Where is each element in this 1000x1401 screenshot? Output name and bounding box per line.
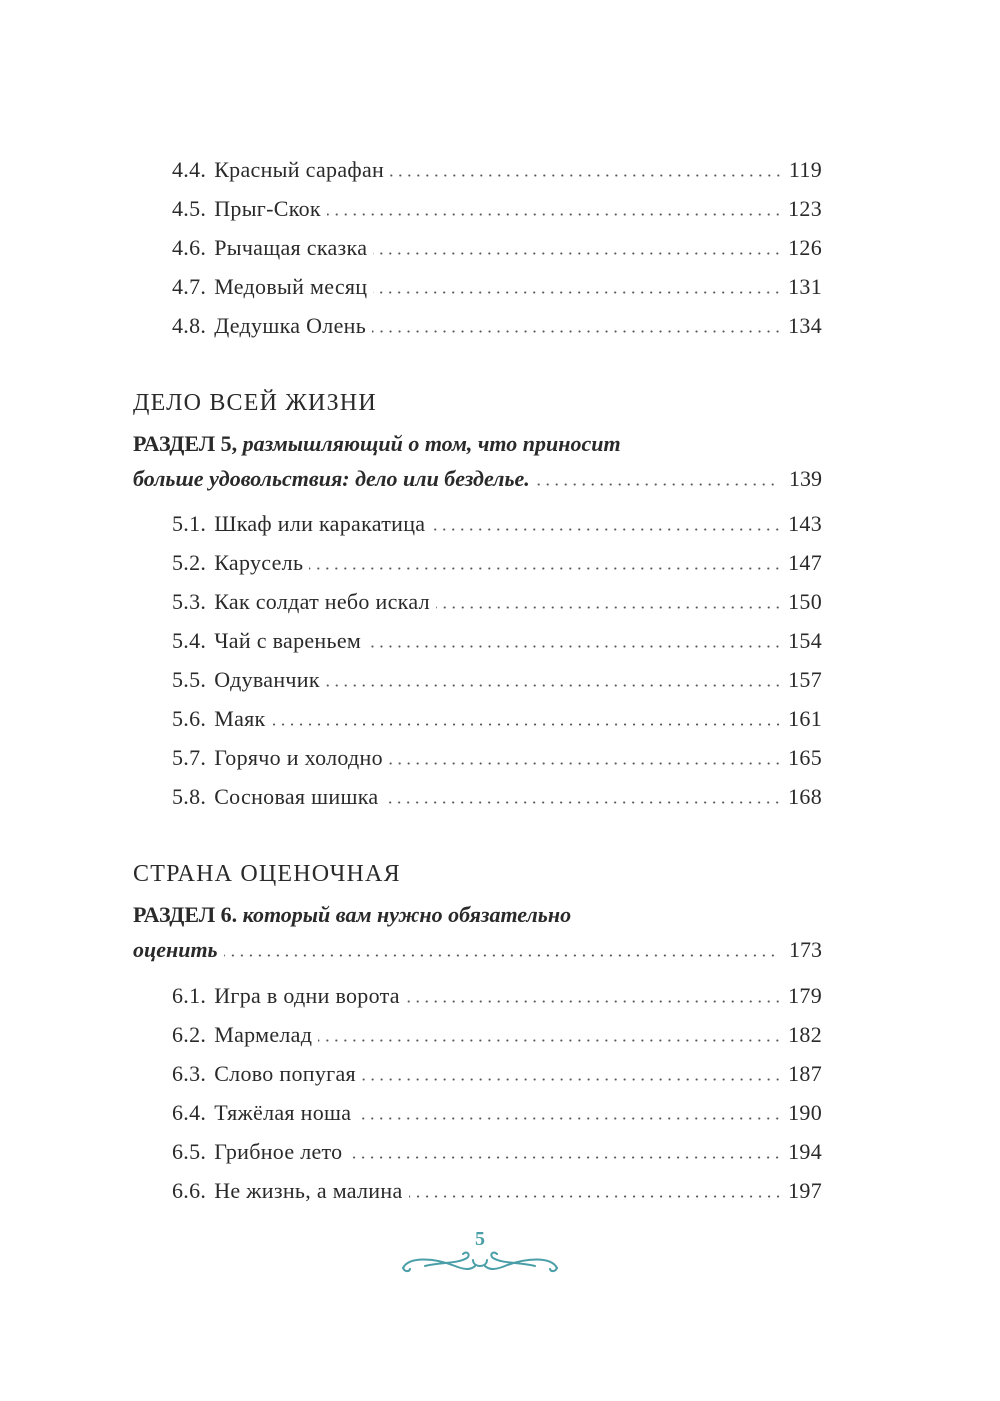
toc-entry[interactable] — [172, 976, 822, 1015]
entry-title: Одуванчик — [214, 667, 320, 692]
page-number: 157 — [788, 667, 822, 692]
flourish-ornament-icon — [395, 1228, 565, 1280]
entry-number: 5.6. — [172, 706, 207, 731]
entry-title: Дедушка Олень — [214, 313, 367, 338]
entry-number: 4.7. — [172, 274, 207, 299]
entry-title: Мармелад — [214, 1022, 313, 1047]
toc-entry[interactable] — [172, 150, 822, 189]
entry-title: Слово попугая — [214, 1061, 356, 1086]
entry-number: 5.2. — [172, 550, 207, 575]
page-number: 123 — [788, 196, 822, 221]
page-number: 150 — [788, 589, 822, 614]
dot-leader — [373, 291, 782, 294]
dot-leader — [390, 174, 783, 177]
page-number: 147 — [788, 550, 822, 575]
page-number: 134 — [788, 313, 822, 338]
dot-leader — [348, 1156, 782, 1159]
dot-leader — [389, 762, 782, 765]
toc-entry[interactable] — [172, 1132, 822, 1171]
dot-leader — [373, 252, 782, 255]
toc-entry[interactable] — [172, 267, 822, 306]
part6-heading-block — [133, 854, 822, 894]
page-number: 154 — [788, 628, 822, 653]
part6-entries — [172, 976, 822, 1210]
dot-leader — [384, 801, 782, 804]
dot-leader — [309, 567, 782, 570]
toc-entry[interactable] — [172, 777, 822, 816]
toc-entry[interactable] — [172, 660, 822, 699]
page-number: 173 — [789, 937, 822, 962]
page-number: 187 — [788, 1061, 822, 1086]
section-label: РАЗДЕЛ 6. — [133, 902, 238, 927]
entry-number: 4.4. — [172, 157, 207, 182]
entry-number: 6.2. — [172, 1022, 207, 1047]
page-footer — [395, 1228, 565, 1280]
entry-title: Красный сарафан — [214, 157, 385, 182]
page-number-footer: 5 — [475, 1228, 485, 1250]
entry-title: Как солдат небо искал — [214, 589, 430, 614]
entry-number: 6.5. — [172, 1139, 207, 1164]
dot-leader — [357, 1117, 782, 1120]
entry-number: 6.6. — [172, 1178, 207, 1203]
page-number: 194 — [788, 1139, 822, 1164]
part5-heading-block — [133, 383, 822, 423]
entry-title: Маяк — [214, 706, 266, 731]
dot-leader — [367, 645, 782, 648]
entry-title: Чай с вареньем — [214, 628, 362, 653]
dot-leader — [272, 723, 783, 726]
entry-number: 5.7. — [172, 745, 207, 770]
toc-entry[interactable] — [172, 1015, 822, 1054]
page-number: 190 — [788, 1100, 822, 1125]
toc-entry[interactable] — [172, 1093, 822, 1132]
entry-title: Тяжёлая ноша — [214, 1100, 352, 1125]
entry-number: 6.4. — [172, 1100, 207, 1125]
dot-leader — [326, 684, 782, 687]
entry-title: Сосновая шишка — [214, 784, 379, 809]
section-desc: размышляющий о том, что приносит — [242, 431, 621, 456]
entry-number: 6.1. — [172, 983, 207, 1008]
entry-number: 5.8. — [172, 784, 207, 809]
section-6-title[interactable] — [133, 897, 822, 967]
toc-entry[interactable] — [172, 228, 822, 267]
dot-leader — [406, 1000, 782, 1003]
page-number: 119 — [788, 157, 822, 182]
section-5-title[interactable] — [133, 426, 822, 496]
page-number: 161 — [788, 706, 822, 731]
part5-entries — [172, 504, 822, 816]
section-label: РАЗДЕЛ 5, — [133, 431, 238, 456]
toc-entry[interactable] — [172, 543, 822, 582]
entry-title: Не жизнь, а малина — [214, 1178, 403, 1203]
dot-leader — [224, 954, 777, 957]
entry-number: 6.3. — [172, 1061, 207, 1086]
toc-entry[interactable] — [172, 1171, 822, 1210]
entry-title: Грибное лето — [214, 1139, 343, 1164]
toc-entry[interactable] — [172, 699, 822, 738]
entry-number: 4.5. — [172, 196, 207, 221]
dot-leader — [318, 1039, 782, 1042]
entry-title: Карусель — [214, 550, 304, 575]
toc-entry[interactable] — [172, 306, 822, 345]
page-number: 197 — [788, 1178, 822, 1203]
entry-title: Медовый месяц — [214, 274, 368, 299]
section-desc: оценить — [133, 937, 218, 962]
page-number: 131 — [788, 274, 822, 299]
entry-title: Прыг-Скок — [214, 196, 321, 221]
dot-leader — [431, 528, 782, 531]
page-number: 139 — [789, 466, 822, 491]
page-number: 165 — [788, 745, 822, 770]
page-number: 126 — [788, 235, 822, 260]
dot-leader — [409, 1195, 783, 1198]
entry-title: Игра в одни ворота — [214, 983, 400, 1008]
entry-number: 5.4. — [172, 628, 207, 653]
entry-number: 5.3. — [172, 589, 207, 614]
part4-entries — [172, 150, 822, 345]
dot-leader — [327, 213, 782, 216]
dot-leader — [536, 483, 777, 486]
dot-leader — [362, 1078, 782, 1081]
entry-title: Рычащая сказка — [214, 235, 368, 260]
toc-entry[interactable] — [172, 582, 822, 621]
part-heading: ДЕЛО ВСЕЙ ЖИЗНИ — [133, 390, 377, 416]
entry-title: Горячо и холодно — [214, 745, 383, 770]
part-heading: СТРАНА ОЦЕНОЧНАЯ — [133, 861, 401, 887]
dot-leader — [436, 606, 782, 609]
page-number: 168 — [788, 784, 822, 809]
page-number: 143 — [788, 511, 822, 536]
page-number: 182 — [788, 1022, 822, 1047]
dot-leader — [372, 330, 782, 333]
toc-entry[interactable] — [172, 189, 822, 228]
page-number: 179 — [788, 983, 822, 1008]
entry-title: Шкаф или каракатица — [214, 511, 426, 536]
section-desc: который вам нужно обязательно — [242, 902, 572, 927]
entry-number: 5.5. — [172, 667, 207, 692]
toc-entry[interactable] — [172, 621, 822, 660]
entry-number: 5.1. — [172, 511, 207, 536]
toc-entry[interactable] — [172, 1054, 822, 1093]
section-desc: больше удовольствия: дело или безделье. — [133, 466, 530, 491]
toc-entry[interactable] — [172, 504, 822, 543]
entry-number: 4.8. — [172, 313, 207, 338]
entry-number: 4.6. — [172, 235, 207, 260]
toc-entry[interactable] — [172, 738, 822, 777]
